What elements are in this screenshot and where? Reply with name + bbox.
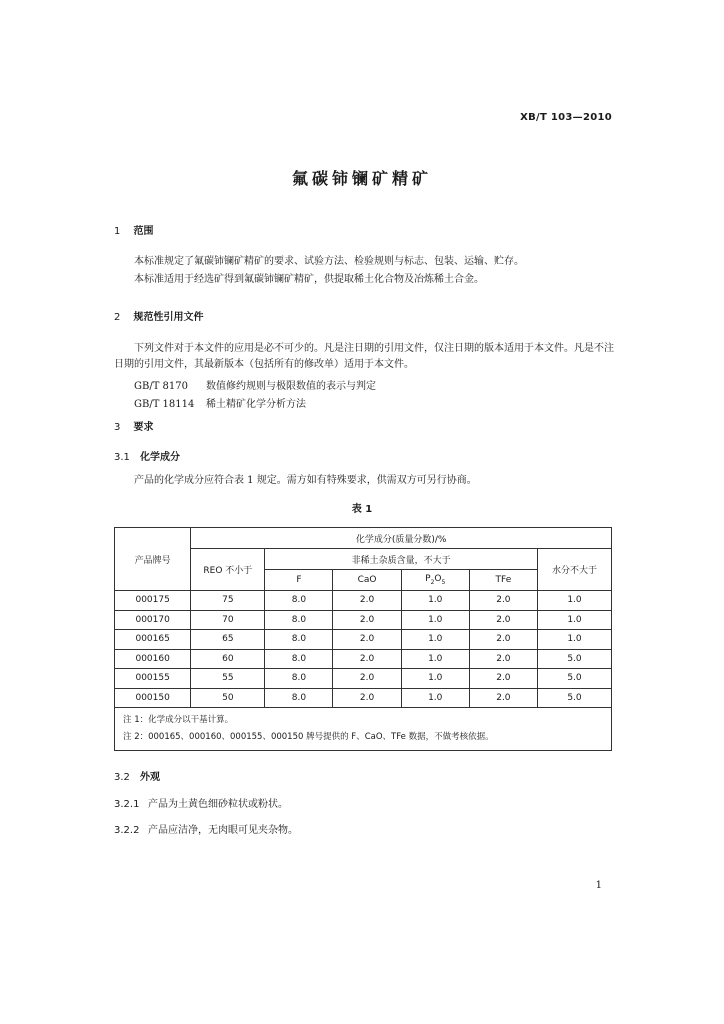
section-3-2-2: 3.2.2 产品应洁净，无肉眼可见夹杂物。 bbox=[114, 825, 298, 836]
col-grade: 产品牌号 bbox=[115, 528, 191, 591]
col-reo: REO 不小于 bbox=[191, 549, 265, 591]
page-title: 氟碳铈镧矿精矿 bbox=[291, 169, 432, 188]
composition-table bbox=[114, 527, 612, 751]
table-notes bbox=[115, 708, 612, 751]
col-water: 水分不大于 bbox=[537, 549, 611, 591]
section-1-heading: 1 范围 bbox=[114, 226, 154, 237]
col-composition: 化学成分(质量分数)/% bbox=[191, 528, 612, 549]
table-row: 000165 65 8.0 2.0 1.0 2.0 1.0 bbox=[115, 630, 612, 650]
section-3-1-heading: 3.1 化学成分 bbox=[114, 452, 180, 463]
table-row: 000175 75 8.0 2.0 1.0 2.0 1.0 bbox=[115, 591, 612, 611]
col-p2o5: $P_2O_5$ bbox=[401, 570, 469, 591]
table-row: 000155 55 8.0 2.0 1.0 2.0 5.0 bbox=[115, 669, 612, 689]
col-tfe: TFe bbox=[469, 570, 537, 591]
table-note: 注 2：000165、000160、000155、000150 牌号提供的 F、CaO、TFe 数据，不做考核依据。 bbox=[123, 732, 494, 742]
table-row: 000170 70 8.0 2.0 1.0 2.0 1.0 bbox=[115, 610, 612, 630]
col-f: F bbox=[265, 570, 333, 591]
section-3-1-paragraph: 产品的化学成分应符合表 1 规定。需方如有特殊要求，供需双方可另行协商。 bbox=[134, 475, 477, 486]
section-1-paragraph-1: 本标准规定了氟碳铈镧矿精矿的要求、试验方法、检验规则与标志、包装、运输、贮存。 bbox=[134, 256, 524, 267]
table-row: 000160 60 8.0 2.0 1.0 2.0 5.0 bbox=[115, 649, 612, 669]
page-number: 1 bbox=[595, 880, 602, 891]
reference-item: GB/T 8170 数值修约规则与极限数值的表示与判定 bbox=[134, 381, 376, 392]
table-row: 000150 50 8.0 2.0 1.0 2.0 5.0 bbox=[115, 688, 612, 708]
col-impurity: 非稀土杂质含量，不大于 bbox=[265, 549, 538, 570]
col-cao: CaO bbox=[333, 570, 401, 591]
section-3-2-1: 3.2.1 产品为土黄色细砂粒状或粉状。 bbox=[114, 799, 288, 810]
reference-item: GB/T 18114 稀土精矿化学分析方法 bbox=[134, 399, 306, 410]
table-caption: 表 1 bbox=[351, 504, 373, 515]
section-2-heading: 2 规范性引用文件 bbox=[114, 312, 204, 323]
section-2-paragraph-1: 下列文件对于本文件的应用是必不可少的。凡是注日期的引用文件，仅注日期的版本适用于本文件。凡是不注日期的引用文件，其最新版本（包括所有的修改单）适用于本文件。 bbox=[114, 343, 614, 370]
section-3-2-heading: 3.2 外观 bbox=[114, 772, 160, 783]
section-3-heading: 3 要求 bbox=[114, 422, 154, 433]
document-code: XB/T 103—2010 bbox=[520, 112, 612, 123]
section-1-paragraph-2: 本标准适用于经选矿得到氟碳铈镧矿精矿，供提取稀土化合物及冶炼稀土合金。 bbox=[134, 274, 484, 285]
table-note: 注 1：化学成分以干基计算。 bbox=[123, 715, 234, 725]
